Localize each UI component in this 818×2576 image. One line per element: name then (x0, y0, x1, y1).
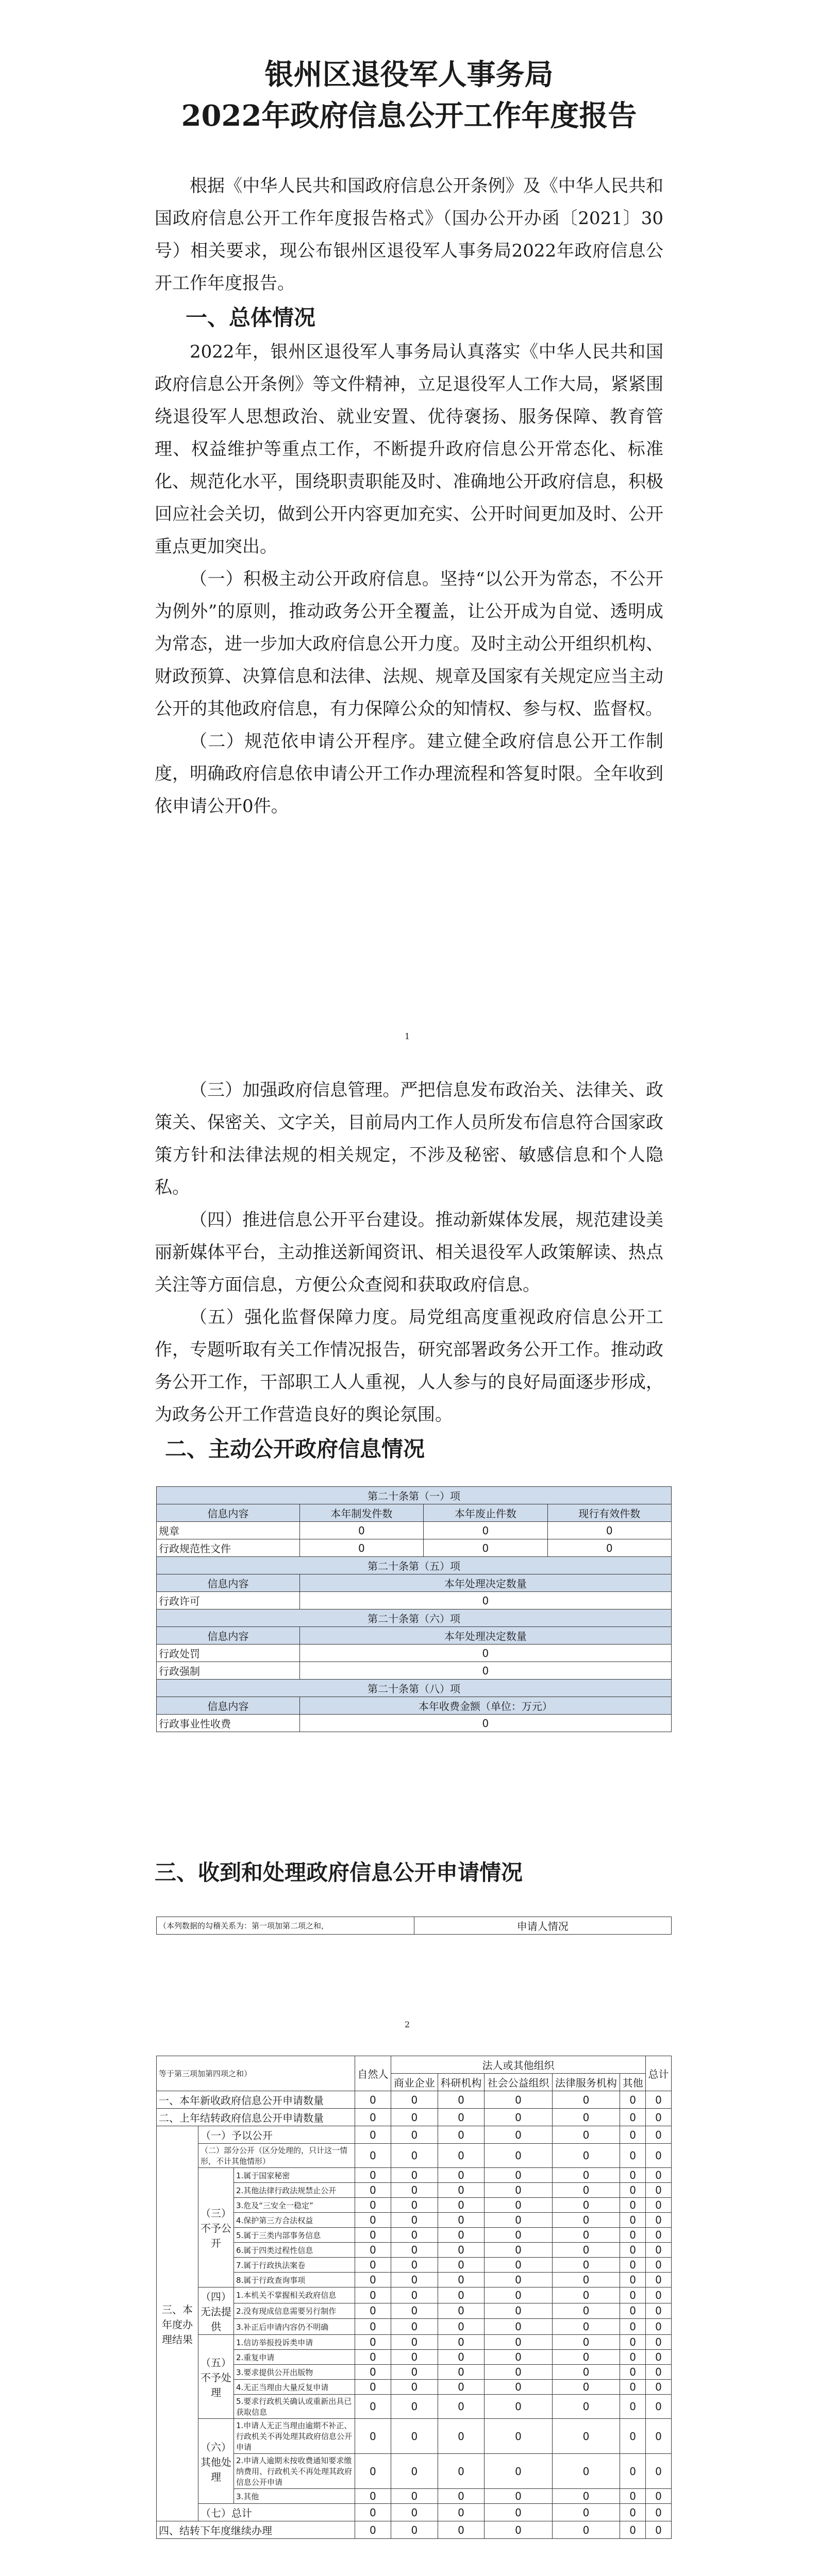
t2-row-label: 四、结转下年度继续办理 (157, 2521, 355, 2539)
t2-row-label: 1.本机关不掌握相关政府信息 (233, 2287, 355, 2303)
t2-cell: 0 (620, 2228, 646, 2243)
t2-row-label: 1.申请人无正当理由逾期不补正、行政机关不再处理其政府信息公开申请 (233, 2419, 355, 2454)
t2-cell: 0 (485, 2504, 552, 2521)
t2-cell: 0 (438, 2168, 485, 2183)
t2-cell: 0 (646, 2273, 672, 2287)
t1-col-decisions: 本年处理决定数量 (299, 1574, 671, 1592)
t2-row-label: 8.属于行政查询事项 (233, 2273, 355, 2287)
table-row (157, 2091, 672, 2109)
t2-cell: 0 (485, 2419, 552, 2454)
t2-cell: 0 (391, 2303, 438, 2319)
t1-cell: 0 (299, 1522, 423, 1539)
page2-body (0, 1074, 818, 1467)
t2-top-right: 申请人情况 (414, 1917, 672, 1935)
t2-cell: 0 (646, 2319, 672, 2335)
t2-cell: 0 (646, 2243, 672, 2258)
t2-group-main: 三、本年度办理结果 (157, 2126, 198, 2521)
t2-cell: 0 (620, 2273, 646, 2287)
t2-col-business: 商业企业 (391, 2074, 438, 2091)
t1-cell: 0 (299, 1662, 671, 1680)
t2-cell: 0 (355, 2395, 391, 2419)
t2-cell: 0 (620, 2109, 646, 2126)
t1-header-art20-5: 第二十条第（五）项 (157, 1557, 672, 1574)
table-row (157, 2258, 672, 2273)
t2-cell: 0 (620, 2489, 646, 2504)
t2-row-label: 2.重复申请 (233, 2350, 355, 2365)
t2-col-law: 法律服务机构 (552, 2074, 620, 2091)
t1-cell: 0 (424, 1522, 547, 1539)
t2-cell: 0 (391, 2243, 438, 2258)
t2-cell: 0 (646, 2109, 672, 2126)
t2-cell: 0 (620, 2521, 646, 2539)
t1-cell: 0 (299, 1539, 423, 1557)
t2-cell: 0 (620, 2144, 646, 2168)
t2-cell: 0 (391, 2258, 438, 2273)
t2-cell: 0 (391, 2419, 438, 2454)
t2-row-label: 3.其他 (233, 2489, 355, 2504)
t2-col-social: 社会公益组织 (485, 2074, 552, 2091)
t2-cell: 0 (485, 2521, 552, 2539)
t2-row-label: 4.保护第三方合法权益 (233, 2213, 355, 2228)
t2-cell: 0 (620, 2183, 646, 2198)
t2-col-research: 科研机构 (438, 2074, 485, 2091)
t1-cell: 0 (424, 1539, 547, 1557)
t2-cell: 0 (620, 2504, 646, 2521)
application-table-top (156, 1917, 672, 1935)
t2-col-legal: 法人或其他组织 (391, 2056, 646, 2074)
t1-cell: 0 (299, 1645, 671, 1662)
t2-cell: 0 (620, 2126, 646, 2144)
t2-cell: 0 (355, 2258, 391, 2273)
intro-paragraph: 根据《中华人民共和国政府信息公开条例》及《中华人民共和国政府信息公开工作年度报告格式》（国办公开办函〔2021〕30号）相关要求，现公布银州区退役军人事务局2022年政府信息公开工作年度报告。 (155, 176, 663, 294)
t2-cell: 0 (391, 2109, 438, 2126)
t2-cell: 0 (391, 2091, 438, 2109)
t2-cell: 0 (485, 2198, 552, 2213)
t1-header-art20-1: 第二十条第（一）项 (157, 1487, 672, 1504)
table-row (157, 2380, 672, 2395)
t2-cell: 0 (355, 2198, 391, 2213)
t2-cell: 0 (355, 2489, 391, 2504)
table-row (157, 2198, 672, 2213)
t2-top-left: （本列数据的勾稽关系为：第一项加第二项之和， (157, 1917, 414, 1935)
t2-cell: 0 (646, 2419, 672, 2454)
t2-cell: 0 (552, 2091, 620, 2109)
table-row (157, 2168, 672, 2183)
t2-cell: 0 (438, 2454, 485, 2489)
t2-cell: 0 (355, 2213, 391, 2228)
t2-cell: 0 (646, 2213, 672, 2228)
t2-cell: 0 (552, 2183, 620, 2198)
t2-cell: 0 (485, 2380, 552, 2395)
table-row (157, 2419, 672, 2454)
t2-cell: 0 (355, 2319, 391, 2335)
t2-row-label: （一）予以公开 (198, 2126, 355, 2144)
t2-cell: 0 (552, 2198, 620, 2213)
t2-cell: 0 (391, 2126, 438, 2144)
t2-cell: 0 (438, 2213, 485, 2228)
t2-cell: 0 (391, 2504, 438, 2521)
t2-row-label: 1.信访举报投诉类申请 (233, 2335, 355, 2350)
t2-cell: 0 (438, 2504, 485, 2521)
t2-cell: 0 (620, 2350, 646, 2365)
t2-row-label: 6.属于四类过程性信息 (233, 2243, 355, 2258)
t2-cell: 0 (646, 2168, 672, 2183)
t2-cell: 0 (552, 2335, 620, 2350)
t2-cell: 0 (391, 2183, 438, 2198)
t2-cell: 0 (620, 2091, 646, 2109)
t2-cell: 0 (552, 2258, 620, 2273)
t2-cell: 0 (620, 2380, 646, 2395)
table-row (157, 2365, 672, 2380)
t2-cell: 0 (391, 2168, 438, 2183)
table-row (157, 2287, 672, 2303)
table-row (157, 2183, 672, 2198)
t1-col-content: 信息内容 (157, 1574, 300, 1592)
t2-cell: 0 (620, 2168, 646, 2183)
section1-para2: （一）积极主动公开政府信息。坚持“以公开为常态，不公开为例外”的原则，推动政务公开全覆盖，让公开成为自觉、透明成为常态，进一步加大政府信息公开力度。及时主动公开组织机构、财政预算、决算信息和法律、法规、规章及国家有关规定应当主动公开的其他政府信息，有力保障公众的知情权、参与权、监督权。 (155, 569, 663, 719)
t2-cell: 0 (646, 2521, 672, 2539)
table-row (157, 2243, 672, 2258)
t2-row-label: （二）部分公开（区分处理的，只计这一情形，不计其他情形） (198, 2144, 355, 2168)
table-row (157, 2213, 672, 2228)
t2-cell: 0 (620, 2335, 646, 2350)
t2-cell: 0 (438, 2365, 485, 2380)
t2-cell: 0 (552, 2419, 620, 2454)
t2-cell: 0 (438, 2419, 485, 2454)
t2-cell: 0 (355, 2091, 391, 2109)
t2-cell: 0 (552, 2504, 620, 2521)
page-number-2: 2 (405, 2020, 410, 2029)
table-row (157, 2395, 672, 2419)
t2-cell: 0 (438, 2091, 485, 2109)
t2-cell: 0 (391, 2335, 438, 2350)
t1-col-content: 信息内容 (157, 1627, 300, 1645)
t2-cell: 0 (646, 2454, 672, 2489)
t2-cell: 0 (355, 2504, 391, 2521)
section1-title: 一、总体情况 (186, 305, 316, 330)
t2-cell: 0 (620, 2258, 646, 2273)
t1-row-license: 行政许可 (157, 1592, 300, 1609)
t2-cell: 0 (646, 2091, 672, 2109)
t2-cell: 0 (646, 2126, 672, 2144)
t2-group-3: （三）不予公开 (198, 2168, 233, 2287)
t2-cell: 0 (485, 2454, 552, 2489)
table-row (157, 2335, 672, 2350)
t2-cell: 0 (552, 2350, 620, 2365)
t2-cell: 0 (485, 2091, 552, 2109)
t2-cell: 0 (391, 2521, 438, 2539)
doc-title-line2: 2022年政府信息公开工作年度报告 (181, 99, 637, 133)
t2-cell: 0 (391, 2454, 438, 2489)
t2-cell: 0 (485, 2258, 552, 2273)
table-row (157, 2126, 672, 2144)
table-row (157, 2144, 672, 2168)
t2-row-label: 4.无正当理由大量反复申请 (233, 2380, 355, 2395)
t2-cell: 0 (646, 2380, 672, 2395)
table-row (157, 2319, 672, 2335)
t2-cell: 0 (620, 2243, 646, 2258)
t2-cell: 0 (620, 2303, 646, 2319)
t2-cell: 0 (355, 2144, 391, 2168)
t2-cell: 0 (391, 2489, 438, 2504)
t2-cell: 0 (355, 2109, 391, 2126)
t1-cell: 0 (299, 1592, 671, 1609)
t2-cell: 0 (485, 2213, 552, 2228)
t2-cell: 0 (646, 2198, 672, 2213)
t2-cell: 0 (620, 2419, 646, 2454)
t2-cell: 0 (552, 2213, 620, 2228)
t2-cell: 0 (391, 2228, 438, 2243)
t2-cell: 0 (391, 2365, 438, 2380)
t1-col-fee: 本年收费金额（单位：万元） (299, 1697, 671, 1715)
t1-col-content: 信息内容 (157, 1504, 300, 1522)
t2-row-label: 1.属于国家秘密 (233, 2168, 355, 2183)
t2-cell: 0 (646, 2258, 672, 2273)
t2-col-total: 总计 (646, 2056, 672, 2091)
t1-row-fees: 行政事业性收费 (157, 1715, 300, 1732)
t2-cell: 0 (355, 2350, 391, 2365)
t2-cell: 0 (438, 2380, 485, 2395)
t2-cell: 0 (485, 2395, 552, 2419)
t2-cell: 0 (485, 2228, 552, 2243)
t2-cell: 0 (552, 2454, 620, 2489)
section3-title: 三、收到和处理政府信息公开申请情况 (155, 1860, 523, 1885)
t2-cell: 0 (552, 2273, 620, 2287)
t2-row-label: 一、本年新收政府信息公开申请数量 (157, 2091, 355, 2109)
t2-cell: 0 (646, 2350, 672, 2365)
t2-cell: 0 (355, 2287, 391, 2303)
t1-row-regulation: 规章 (157, 1522, 300, 1539)
t2-cell: 0 (391, 2273, 438, 2287)
t1-col-made: 本年制发件数 (299, 1504, 423, 1522)
t2-cell: 0 (485, 2168, 552, 2183)
t2-cell: 0 (391, 2380, 438, 2395)
t2-cell: 0 (355, 2183, 391, 2198)
t2-cell: 0 (438, 2319, 485, 2335)
t2-cell: 0 (620, 2395, 646, 2419)
active-disclosure-table (156, 1486, 672, 1732)
t2-cell: 0 (485, 2335, 552, 2350)
t2-cell: 0 (438, 2395, 485, 2419)
t2-cell: 0 (438, 2258, 485, 2273)
t2-cell: 0 (552, 2243, 620, 2258)
t2-col-other: 其他 (620, 2074, 646, 2091)
t1-col-content: 信息内容 (157, 1697, 300, 1715)
t2-cell: 0 (646, 2395, 672, 2419)
table-row (157, 2303, 672, 2319)
t1-row-normative-docs: 行政规范性文件 (157, 1539, 300, 1557)
t2-cell: 0 (438, 2144, 485, 2168)
section1-para3: （二）规范依申请公开程序。建立健全政府信息公开工作制度，明确政府信息依申请公开工作办理流程和答复时限。全年收到依申请公开0件。 (155, 731, 663, 817)
t2-cell: 0 (620, 2287, 646, 2303)
t2-cell: 0 (620, 2213, 646, 2228)
t2-cell: 0 (355, 2521, 391, 2539)
t2-row-label: 2.没有现成信息需要另行制作 (233, 2303, 355, 2319)
t2-row-label: 3.危及“三安全一稳定” (233, 2198, 355, 2213)
t2-row-label: 5.属于三类内部事务信息 (233, 2228, 355, 2243)
t1-cell: 0 (547, 1539, 671, 1557)
table-row (157, 2350, 672, 2365)
t2-cell: 0 (485, 2183, 552, 2198)
t2-cell: 0 (355, 2335, 391, 2350)
t2-cell: 0 (485, 2287, 552, 2303)
section1-para6: （五）强化监督保障力度。局党组高度重视政府信息公开工作，专题听取有关工作情况报告，研究部署政务公开工作。推动政务公开工作，干部职工人人重视，人人参与的良好局面逐步形成，为政务公开工作营造良好的舆论氛围。 (155, 1307, 663, 1425)
t2-cell: 0 (391, 2198, 438, 2213)
t2-cell: 0 (391, 2213, 438, 2228)
t2-cell: 0 (620, 2454, 646, 2489)
t2-cell: 0 (438, 2183, 485, 2198)
t2-cell: 0 (355, 2380, 391, 2395)
t2-row-label: 5.要求行政机关确认或重新出具已获取信息 (233, 2395, 355, 2419)
t2-group-6: （六）其他处理 (198, 2419, 233, 2504)
table-row (157, 2228, 672, 2243)
t2-cell: 0 (646, 2144, 672, 2168)
t2-row-label: 3.补正后申请内容仍不明确 (233, 2319, 355, 2335)
t2-cell: 0 (552, 2109, 620, 2126)
t2-cell: 0 (438, 2198, 485, 2213)
t2-col-natural: 自然人 (355, 2056, 391, 2091)
t2-cell: 0 (552, 2144, 620, 2168)
t2-cell: 0 (646, 2183, 672, 2198)
t1-row-enforcement: 行政强制 (157, 1662, 300, 1680)
t2-cell: 0 (355, 2454, 391, 2489)
t2-cell: 0 (552, 2287, 620, 2303)
t2-corner: 等于第三项加第四项之和） (157, 2056, 355, 2091)
t2-cell: 0 (391, 2350, 438, 2365)
t2-cell: 0 (646, 2365, 672, 2380)
t2-cell: 0 (391, 2287, 438, 2303)
t2-cell: 0 (620, 2365, 646, 2380)
t1-header-art20-6: 第二十条第（六）项 (157, 1609, 672, 1627)
t2-cell: 0 (438, 2350, 485, 2365)
t2-cell: 0 (552, 2126, 620, 2144)
t1-col-abolished: 本年废止件数 (424, 1504, 547, 1522)
t2-row-label: 2.申请人逾期未按收费通知要求缴纳费用、行政机关不再处理其政府信息公开申请 (233, 2454, 355, 2489)
t2-cell: 0 (552, 2303, 620, 2319)
t2-cell: 0 (485, 2489, 552, 2504)
t2-cell: 0 (485, 2109, 552, 2126)
t2-cell: 0 (646, 2228, 672, 2243)
t2-cell: 0 (646, 2489, 672, 2504)
t2-cell: 0 (438, 2109, 485, 2126)
t1-cell: 0 (299, 1715, 671, 1732)
t2-cell: 0 (485, 2273, 552, 2287)
t2-cell: 0 (646, 2504, 672, 2521)
t2-cell: 0 (552, 2489, 620, 2504)
t2-cell: 0 (355, 2228, 391, 2243)
t2-cell: 0 (438, 2228, 485, 2243)
section1-para5: （四）推进信息公开平台建设。推动新媒体发展，规范建设美丽新媒体平台，主动推送新闻资讯、相关退役军人政策解读、热点关注等方面信息，方便公众查阅和获取政府信息。 (155, 1210, 663, 1295)
application-table (156, 2056, 672, 2539)
t2-cell: 0 (355, 2273, 391, 2287)
t2-cell: 0 (485, 2303, 552, 2319)
t2-cell: 0 (646, 2335, 672, 2350)
t2-cell: 0 (391, 2144, 438, 2168)
t2-cell: 0 (355, 2243, 391, 2258)
t2-cell: 0 (438, 2303, 485, 2319)
t2-group-4: （四）无法提供 (198, 2287, 233, 2335)
t2-cell: 0 (552, 2168, 620, 2183)
t2-cell: 0 (552, 2228, 620, 2243)
t2-cell: 0 (485, 2243, 552, 2258)
t2-cell: 0 (552, 2365, 620, 2380)
t2-cell: 0 (485, 2365, 552, 2380)
t2-cell: 0 (485, 2319, 552, 2335)
t1-col-decisions: 本年处理决定数量 (299, 1627, 671, 1645)
t2-cell: 0 (438, 2126, 485, 2144)
t2-cell: 0 (438, 2287, 485, 2303)
table-row (157, 2504, 672, 2521)
t2-cell: 0 (620, 2319, 646, 2335)
t1-col-valid: 现行有效件数 (547, 1504, 671, 1522)
section1-para4: （三）加强政府信息管理。严把信息发布政治关、法律关、政策关、保密关、文字关，目前局内工作人员所发布信息符合国家政策方针和法律法规的相关规定，不涉及秘密、敏感信息和个人隐私。 (155, 1080, 663, 1198)
t2-cell: 0 (646, 2303, 672, 2319)
t2-cell: 0 (485, 2144, 552, 2168)
t1-header-art20-8: 第二十条第（八）项 (157, 1680, 672, 1697)
t2-cell: 0 (552, 2521, 620, 2539)
table-row (157, 2489, 672, 2504)
t2-cell: 0 (552, 2380, 620, 2395)
doc-title-line1: 银州区退役军人事务局 (264, 58, 554, 92)
t2-cell: 0 (391, 2395, 438, 2419)
section2-title: 二、主动公开政府信息情况 (165, 1436, 425, 1462)
t2-cell: 0 (438, 2521, 485, 2539)
t2-cell: 0 (438, 2243, 485, 2258)
page1-body (0, 170, 818, 823)
t2-cell: 0 (552, 2395, 620, 2419)
t2-cell: 0 (355, 2126, 391, 2144)
t2-row-label: 7.属于行政执法案卷 (233, 2258, 355, 2273)
t2-cell: 0 (485, 2126, 552, 2144)
t2-group-5: （五）不予处理 (198, 2335, 233, 2419)
t2-row-label: 2.其他法律行政法规禁止公开 (233, 2183, 355, 2198)
t1-row-penalty: 行政处罚 (157, 1645, 300, 1662)
t2-cell: 0 (552, 2319, 620, 2335)
t2-cell: 0 (391, 2319, 438, 2335)
table-row (157, 2454, 672, 2489)
t2-cell: 0 (438, 2273, 485, 2287)
t1-cell: 0 (547, 1522, 671, 1539)
t2-cell: 0 (355, 2168, 391, 2183)
table-row (157, 2521, 672, 2539)
t2-row-label: （七）总计 (198, 2504, 355, 2521)
t2-cell: 0 (355, 2365, 391, 2380)
table-row (157, 2109, 672, 2126)
t2-row-label: 3.要求提供公开出版物 (233, 2365, 355, 2380)
t2-cell: 0 (646, 2287, 672, 2303)
t2-cell: 0 (438, 2489, 485, 2504)
t2-cell: 0 (620, 2198, 646, 2213)
t2-cell: 0 (355, 2303, 391, 2319)
table-row (157, 2273, 672, 2287)
t2-cell: 0 (485, 2350, 552, 2365)
title-block (0, 54, 818, 137)
t2-cell: 0 (355, 2419, 391, 2454)
page-number-1: 1 (405, 1031, 410, 1041)
section1-para1: 2022年，银州区退役军人事务局认真落实《中华人民共和国政府信息公开条例》等文件精神，立足退役军人工作大局，紧紧围绕退役军人思想政治、就业安置、优待褒扬、服务保障、教育管理、权益维护等重点工作，不断提升政府信息公开常态化、标准化、规范化水平，围绕职责职能及时、准确地公开政府信息，积极回应社会关切，做到公开内容更加充实、公开时间更加及时、公开重点更加突出。 (155, 342, 663, 557)
t2-row-label: 二、上年结转政府信息公开申请数量 (157, 2109, 355, 2126)
t2-cell: 0 (438, 2335, 485, 2350)
